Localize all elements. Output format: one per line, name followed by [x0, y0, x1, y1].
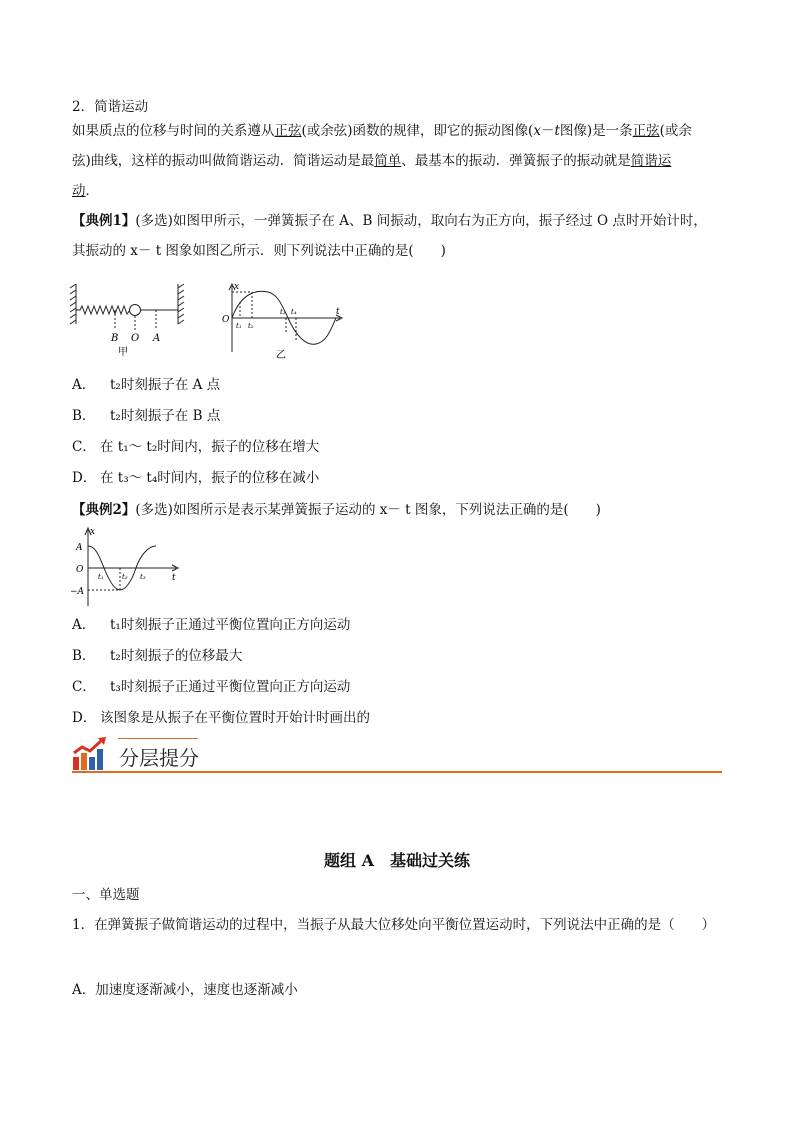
option-text: t₂时刻振子在 B 点 — [110, 408, 221, 424]
example1-stem-line2: 其振动的 x－ t 图象如图乙所示．则下列说法中正确的是( ) — [72, 243, 446, 259]
example2-option-b — [72, 645, 242, 667]
option-text: 该图象是从振子在平衡位置时开始计时画出的 — [100, 710, 370, 726]
label-O: O — [76, 565, 84, 575]
option-text: t₂时刻振子在 A 点 — [110, 377, 221, 393]
option-text: t₁时刻振子正通过平衡位置向正方向运动 — [110, 617, 351, 633]
option-letter: B． — [72, 408, 96, 424]
tick-t1: t₁ — [236, 322, 242, 330]
question-1: 1．在弹簧振子做简谐运动的过程中，当振子从最大位移处向平衡位置运动时，下列说法中正确的是（ ） — [72, 917, 716, 933]
group-title: 题组 A 基础过关练 — [324, 851, 470, 870]
example1-option-a — [72, 374, 220, 396]
label-O: O — [131, 333, 140, 344]
xt-graph-figure-2 — [70, 524, 180, 610]
math-var: x — [533, 123, 541, 139]
example1-option-b — [72, 405, 220, 427]
text-run: － — [540, 123, 555, 139]
underlined-term: 动 — [72, 183, 86, 199]
option-text: t₃时刻振子正通过平衡位置向正方向运动 — [110, 679, 351, 695]
option-letter: A． — [72, 617, 96, 633]
example-tag: 【典例1】 — [72, 213, 136, 229]
section-paragraph — [72, 116, 724, 206]
text-run: (或余 — [659, 123, 692, 139]
option-letter: C． — [72, 439, 96, 455]
label-A: A — [153, 333, 161, 344]
example-stem: (多选)如图甲所示，一弹簧振子在 A、B 间振动，取向右为正方向，振子经过 O 点时开始计时， — [135, 213, 707, 229]
label-B: B — [111, 333, 119, 344]
example2-option-a — [72, 614, 350, 636]
option-text: 在 t₁～ t₂时间内，振子的位移在增大 — [100, 439, 320, 455]
banner-title: 分层提分 — [119, 746, 199, 770]
banner-top-rule — [118, 738, 198, 739]
tick-t1: t₁ — [98, 573, 104, 581]
tick-t2: t₂ — [248, 322, 254, 330]
origin-label: O — [222, 315, 230, 325]
underlined-term: 正弦 — [274, 123, 302, 139]
xt-graph-figure-yi — [220, 280, 348, 362]
spring-oscillator-figure — [68, 282, 188, 360]
option-letter: C． — [72, 679, 96, 695]
banner-rule — [72, 771, 722, 773]
option-letter: A． — [72, 377, 96, 393]
tick-t3: t₃ — [280, 308, 286, 316]
text-run: 弦)曲线，这样的振动叫做简谐运动．简谐运动是最 — [72, 153, 375, 169]
option-letter: D． — [72, 470, 97, 486]
axis-label-t: t — [172, 573, 176, 583]
axis-label-t: t — [336, 307, 340, 317]
example-tag: 【典例2】 — [72, 502, 136, 518]
subheading-single-choice: 一、单选题 — [72, 887, 140, 903]
paragraph-line-1 — [72, 116, 724, 146]
tick-t4: t₄ — [291, 308, 297, 316]
example2-option-d — [72, 707, 370, 729]
section-heading: 2．简谐运动 — [72, 99, 149, 115]
option-text: t₂时刻振子的位移最大 — [110, 648, 243, 664]
example1-stem-line1 — [72, 210, 707, 232]
bar-chart-growth-icon — [72, 737, 108, 771]
axis-label-x: x — [90, 527, 96, 537]
label-A: A — [76, 543, 83, 553]
text-run: ． — [85, 183, 99, 199]
math-var: t — [554, 123, 560, 139]
caption-jia: 甲 — [118, 347, 128, 358]
paragraph-line-3 — [72, 176, 724, 206]
option-text: 在 t₃～ t₄时间内，振子的位移在减小 — [100, 470, 320, 486]
option-letter: B． — [72, 648, 96, 664]
text-run: (或余弦)函数的规律，即它的振动图像( — [301, 123, 534, 139]
underlined-term: 简单 — [374, 153, 402, 169]
example1-option-c — [72, 436, 319, 458]
text-run: 如果质点的位移与时间的关系遵从 — [72, 123, 275, 139]
example1-option-d — [72, 467, 319, 489]
axis-label-x: x — [234, 282, 240, 292]
underlined-term: 简谐运 — [630, 153, 672, 169]
question-1-option-a: A．加速度逐渐减小，速度也逐渐减小 — [72, 982, 298, 998]
example2-option-c — [72, 676, 350, 698]
label-neg-A: −A — [70, 587, 85, 597]
example2-stem — [72, 499, 601, 521]
underlined-term: 正弦 — [632, 123, 660, 139]
tick-t3: t₃ — [140, 573, 146, 581]
option-letter: D． — [72, 710, 97, 726]
text-run: 、最基本的振动．弹簧振子的振动就是 — [401, 153, 631, 169]
tick-t2: t₂ — [122, 573, 128, 581]
paragraph-line-2 — [72, 146, 724, 176]
example-stem: (多选)如图所示是表示某弹簧振子运动的 x－ t 图象，下列说法正确的是( ) — [135, 502, 601, 518]
text-run: 图像)是一条 — [559, 123, 633, 139]
caption-yi: 乙 — [276, 350, 286, 361]
